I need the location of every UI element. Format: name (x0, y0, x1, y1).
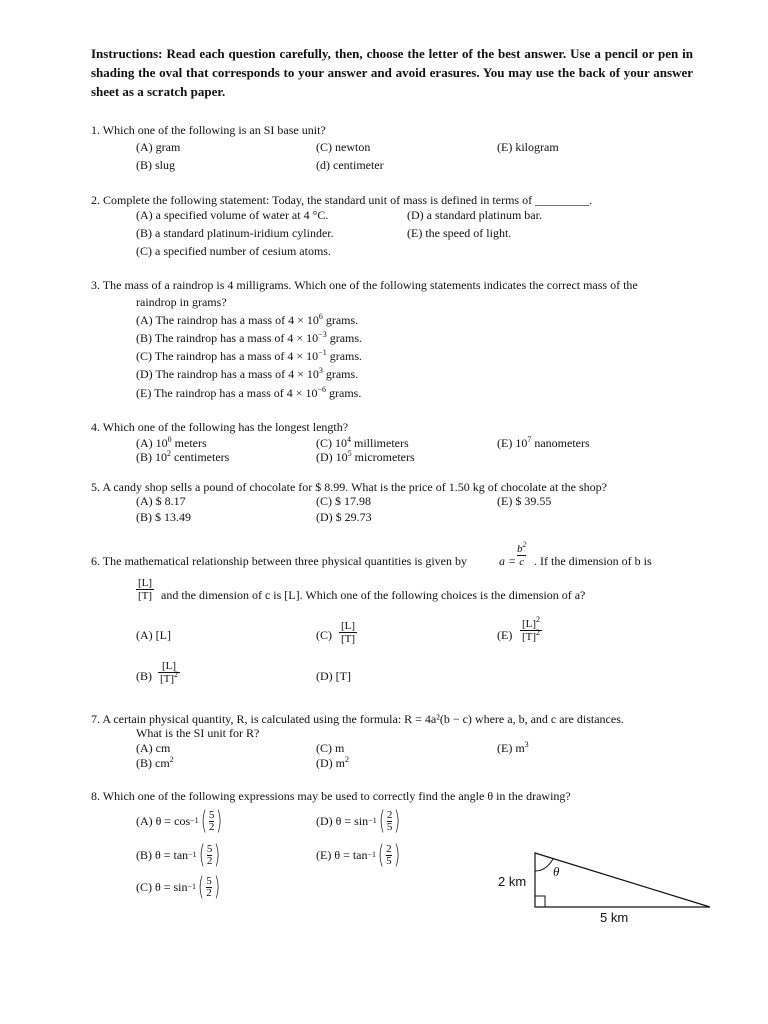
q4-option-a: (A) $10^0$ meters (136, 435, 207, 450)
q3-option-a: (A) The raindrop has a mass of $4 \times 10^6$ grams. (136, 312, 359, 327)
question-3-stem-line-1: 3. The mass of a raindrop is 4 milligrams. Which one of the following statements indicates the correct mass of the (91, 278, 638, 292)
q6-option-e-label: (E) (497, 628, 513, 642)
q2-option-d: (D) a standard platinum bar. (407, 208, 542, 222)
question-1-stem: 1. Which one of the following is an SI base unit? (91, 123, 326, 137)
q1-option-b: (B) slug (136, 158, 175, 172)
q3-option-d: (D) The raindrop has a mass of $4 \times 10^3$ grams. (136, 366, 359, 381)
q1-option-d: (d) centimeter (316, 158, 384, 172)
theta-label: θ (553, 864, 560, 879)
triangle-side-label: 2 km (498, 874, 527, 889)
q6-option-b-fraction: $\frac{[L]}{[T]^2}$ (160, 660, 179, 685)
q7-option-c: (C) m (316, 741, 345, 755)
q6-stem-tail: . If the dimension of b is (534, 554, 652, 568)
q2-option-e: (E) the speed of light. (407, 226, 512, 240)
q6-option-e-fraction: $\frac{[L]^2}{[T]^2}$ (522, 615, 541, 643)
q4-option-b: (B) $10^2$ centimeters (136, 449, 230, 464)
q8-option-d: (D) θ = sin −1 ( 2 5 ) (316, 806, 401, 836)
triangle-base-label: 5 km (600, 910, 629, 925)
triangle-outline (535, 853, 710, 907)
q5-option-e: (E) $ 39.55 (497, 494, 552, 508)
q3-option-c: (C) The raindrop has a mass of $4 \times 10^{-1}$ grams. (136, 348, 363, 363)
question-3-stem-line-2: raindrop in grams? (136, 295, 227, 309)
q6-option-c-fraction: $\frac{[L]}{[T]}$ (341, 620, 356, 645)
q6-option-b-label: (B) (136, 669, 152, 683)
q1-option-a: (A) gram (136, 140, 181, 154)
q2-option-b: (B) a standard platinum-iridium cylinder. (136, 226, 334, 240)
q6-equation-fraction: $\frac{b^2}{c}$ (517, 540, 527, 568)
q5-option-a: (A) $ 8.17 (136, 494, 186, 508)
q6-option-c-label: (C) (316, 628, 332, 642)
instructions: Instructions: Read each question carefully, then, choose the letter of the best answer. Use a pencil or pen in shading the oval that corresponds to your answer and avoid erasures. You may use the back of your answer sheet as a scratch paper. (91, 46, 693, 99)
question-4-stem: 4. Which one of the following has the longest length? (91, 420, 349, 434)
q2-option-c: (C) a specified number of cesium atoms. (136, 244, 331, 258)
question-2-stem: 2. Complete the following statement: Today, the standard unit of mass is defined in terms of _________. (91, 193, 593, 207)
q4-option-e: (E) $10^7$ nanometers (497, 435, 590, 450)
q7-option-d: (D) $m^2$ (316, 755, 349, 770)
question-8-stem: 8. Which one of the following expressions may be used to correctly find the angle θ in the drawing? (91, 789, 571, 803)
q3-option-b: (B) The raindrop has a mass of $4 \times 10^{-3}$ grams. (136, 330, 363, 345)
q1-option-c: (C) newton (316, 140, 371, 154)
right-angle-marker (535, 896, 545, 907)
question-5-stem: 5. A candy shop sells a pound of chocolate for $ 8.99. What is the price of 1.50 kg of chocolate at the shop? (91, 480, 607, 494)
q4-option-c: (C) $10^4$ millimeters (316, 435, 409, 450)
q4-option-d: (D) $10^5$ micrometers (316, 449, 415, 464)
q6-option-a: (A) [L] (136, 628, 171, 642)
question-6-stem: 6. The mathematical relationship between three physical quantities is given by (91, 554, 468, 568)
q5-option-c: (C) $ 17.98 (316, 494, 371, 508)
q1-option-e: (E) kilogram (497, 140, 559, 154)
question-7-stem-line-2: What is the SI unit for R? (136, 726, 260, 740)
q8-option-b: (B) θ = tan −1 ( 5 2 ) (136, 840, 221, 870)
q7-option-b: (B) $cm^2$ (136, 755, 174, 770)
q3-option-e: (E) The raindrop has a mass of $4 \times 10^{-6}$ grams. (136, 385, 362, 400)
q6-stem-line-2: and the dimension of c is [L]. Which one of the following choices is the dimension of a? (161, 588, 586, 602)
q8-option-a: (A) θ = cos −1 ( 5 2 ) (136, 806, 223, 836)
q6-equation-lhs: a = (499, 554, 517, 568)
q2-option-a: (A) a specified volume of water at 4 °C. (136, 208, 329, 222)
question-7-stem-line-1: 7. A certain physical quantity, R, is calculated using the formula: R = 4a²(b − c) where a, b, and c are distances. (91, 712, 624, 726)
q8-option-e: (E) θ = tan −1 ( 2 5 ) (316, 840, 400, 870)
q7-option-a: (A) cm (136, 741, 171, 755)
q8-option-c: (C) θ = sin −1 ( 5 2 ) (136, 872, 220, 902)
q7-option-e: (E) $m^3$ (497, 740, 529, 755)
angle-arc (535, 859, 553, 871)
q6-option-d: (D) [T] (316, 669, 351, 683)
q5-option-b: (B) $ 13.49 (136, 510, 191, 524)
q6-b-dimension-fraction: $\frac{[L]}{[T]}$ (138, 577, 153, 602)
q5-option-d: (D) $ 29.73 (316, 510, 372, 524)
